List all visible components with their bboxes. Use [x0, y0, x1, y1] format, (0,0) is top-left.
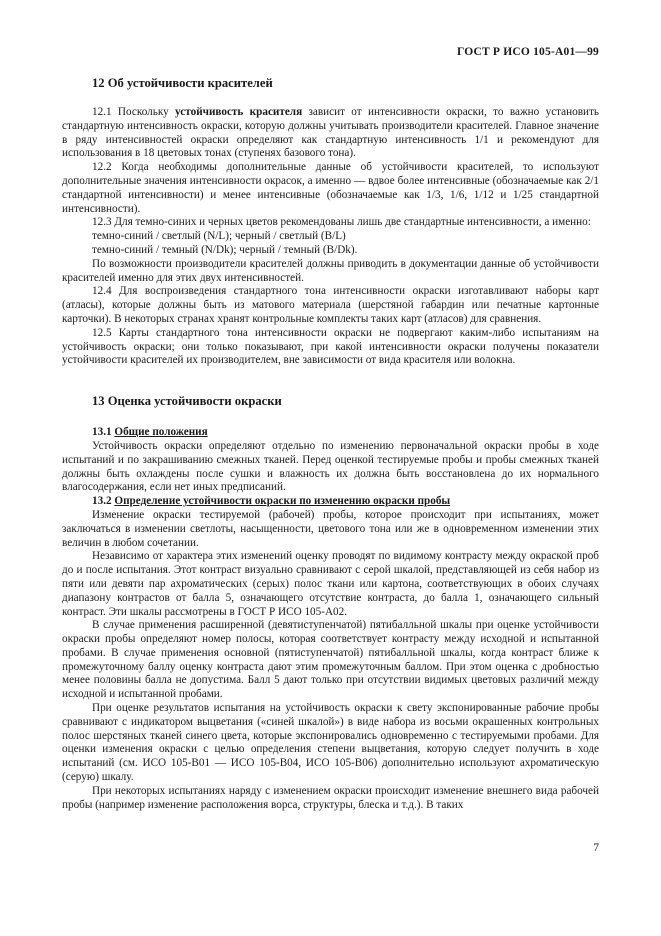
section-13-title: 13 Оценка устойчивости окраски — [92, 394, 282, 409]
subsection-13-2-title — [92, 495, 599, 509]
paragraph-12-3-tail: По возможности производители красителей должны приводить в документации данные об устойчивости красителей именно для этих двух интенсивностей. — [62, 257, 599, 284]
dye-fastness-term: устойчивость красителя — [175, 106, 303, 118]
paragraph-12-1-body: зависит от интенсивности окраски, то важно установить стандартную интенсивность окраски, которую должны учитывать производители красителей. Главное значение в ряду интенсивностей окраски определяют как стандартную интенсивность 1/1 и рекомендуют для использования в 18 цветовых тонах (ступенях базового тона). — [62, 106, 599, 160]
document-code-header: ГОСТ Р ИСО 105-А01—99 — [456, 46, 599, 58]
subsection-13-1-heading: Общие положения — [114, 426, 208, 439]
page-number: 7 — [593, 842, 599, 854]
paragraph-13-2-e: При некоторых испытаниях наряду с изменением окраски происходит изменение внешнего вида рабочей пробы (например изменение расположения ворса, структуры, блеска и т.д.). В таких — [62, 784, 599, 811]
paragraph-12-4: 12.4 Для воспроизведения стандартного тона интенсивности окраски изготавливают наборы карт (атласы), которые должны быть из матового материала (шерстяной габардин или печатные картонные карточки). В некоторых странах хранят контрольные комплекты таких карт (атласов) для сравнения. — [62, 285, 599, 325]
paragraph-13-2-c: В случае применения расширенной (девятиступенчатой) пятибалльной шкалы при оценке устойчивости окраски пробы определяют номер полосы, которая соответствует контрасту между исходной и испытанной пробами. В случае применения основной (пятиступенчатой) пятибалльной шкалы, когда контраст ближе к промежуточному баллу оценку контраста дают этим промежуточным баллом. При этом оценка с дробностью менее половины балла не допустима. Балл 5 дают только при отсутствии видимых цветовых различий между исходной и испытанной пробами. — [62, 619, 599, 701]
subsection-13-2-number: 13.2 — [92, 495, 115, 508]
subsection-13-1-number: 13.1 — [92, 426, 115, 439]
paragraph-12-3: 12.3 Для темно-синих и черных цветов рекомендованы лишь две стандартные интенсивности, а именно: — [92, 216, 591, 229]
paragraph-13-2-a: Изменение окраски тестируемой (рабочей) пробы, которое происходит при испытаниях, может заключаться в изменении светлоты, насыщенности, цветового тона или же в одновременном изменении этих величин в любом сочетании. — [62, 508, 599, 549]
paragraph-12-1-lead: 12.1 Поскольку — [92, 106, 176, 118]
section-12-title: 12 Об устойчивости красителей — [92, 76, 273, 90]
page-content — [62, 76, 599, 812]
paragraph-13-1: Устойчивость окраски определяют отдельно по изменению первоначальной окраски пробы в ходе испытаний и по закрашиванию смежных тканей. Перед оценкой тестируемые пробы и пробы смежных тканей должны быть охлаждены после сушки и влажность их должна быть восстановлена до их нормального влагосодержания, если нет иных предписаний. — [62, 439, 599, 494]
intensity-line-dark: темно-синий / темный (N/Dk); черный / темный (B/Dk). — [92, 243, 358, 256]
paragraph-12-5: 12.5 Карты стандартного тона интенсивности окраски не подвергают каким-либо испытаниям на устойчивость окраски; они только показывают, при какой интенсивности окраски получены показатели устойчивости красителей их производителем, вне зависимости от вида красителя или волокна. — [62, 326, 599, 367]
paragraph-13-2-d: При оценке результатов испытания на устойчивость окраски к свету экспонированные рабочие пробы сравнивают с индикатором выцветания («синей шкалой») в виде набора из восьми окрашенных контрольных полос шерстяных тканей синего цвета, которые экспонировались одновременно с тестируемыми пробами. Для оценки изменения окраски с целью определения степени выцветания, которую следует получить в ходе испытаний (см. ИСО 105-В01 — ИСО 105-В04, ИСО 105-В06) дополнительно используют ахроматическую (серую) шкалу. — [62, 702, 599, 784]
subsection-13-2-heading: Определение устойчивости окраски по изменению окраски пробы — [114, 495, 451, 508]
intensity-line-light: темно-синий / светлый (N/L); черный / светлый (B/L) — [92, 230, 346, 243]
paragraph-12-2: 12.2 Когда необходимы дополнительные данные об устойчивости красителей, то используют дополнительные значения интенсивности окрасок, а именно — вдвое более интенсивные (обозначаемые как 2/1 стандартной интенсивности) и менее интенсивные (обозначаемые как 1/3, 1/6, 1/12 и 1/25 стандартной интенсивности). — [62, 161, 599, 215]
paragraph-12-1 — [62, 106, 599, 161]
paragraph-13-2-b: Независимо от характера этих изменений оценку проводят по видимому контрасту между окраской проб до и после испытания. Этот контраст визуально сравнивают с серой шкалой, представляющей из себя набор из пяти или девяти пар ахроматических (серых) полос ткани или картона, соответствующих в обоих случаях диапазону контрастов от балла 5, означающего отсутствие контраста, до балла 1, означающего сильный контраст. Эти шкалы рассмотрены в ГОСТ Р ИСО 105-А02. — [62, 550, 599, 618]
subsection-13-1-title — [92, 426, 599, 440]
